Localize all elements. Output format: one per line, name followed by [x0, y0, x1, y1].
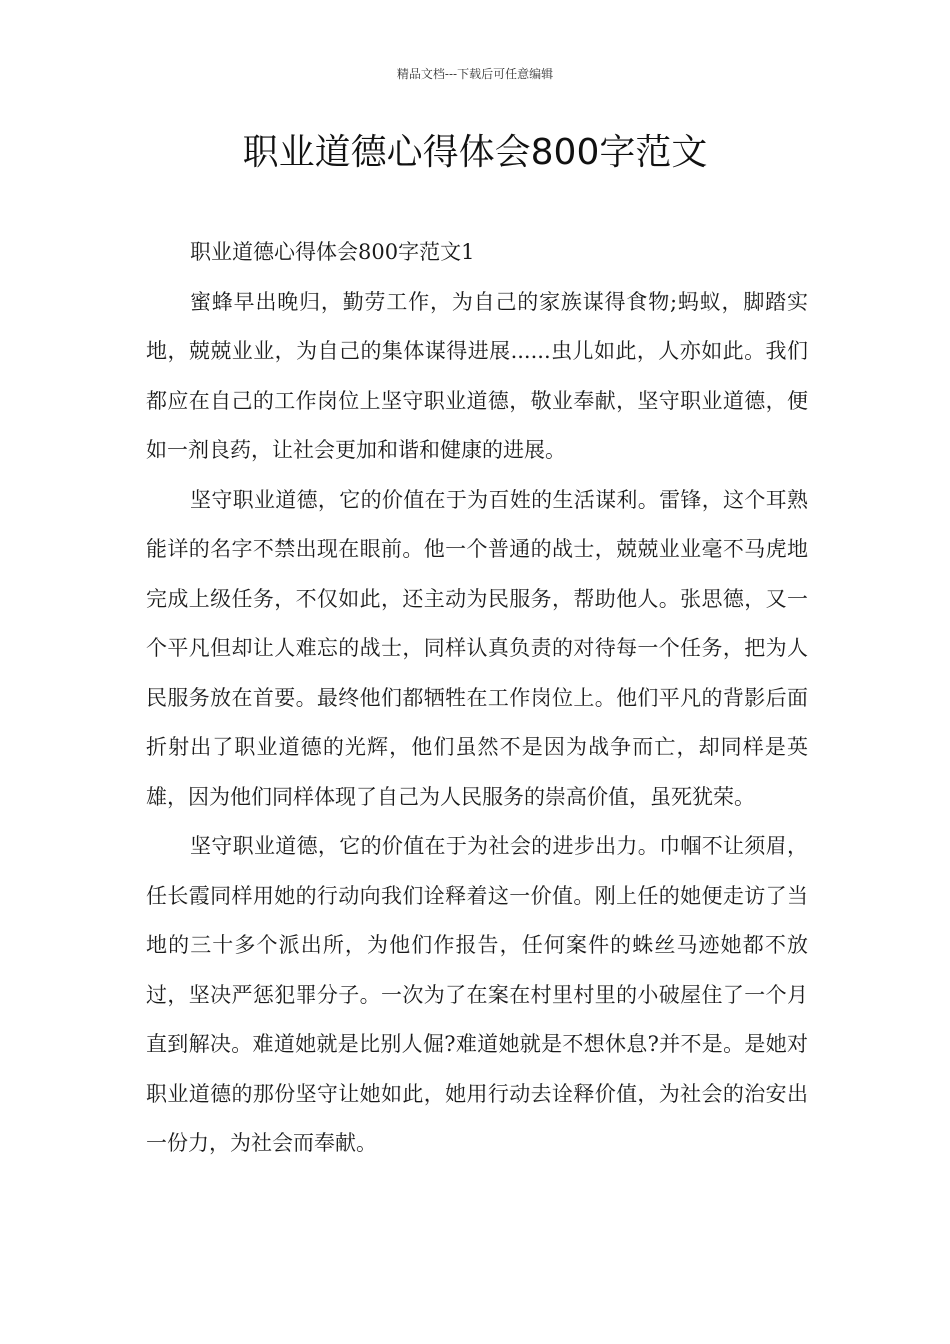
document-body [146, 228, 808, 1169]
paragraph-1: 蜜蜂早出晚归，勤劳工作，为自己的家族谋得食物;蚂蚁，脚踏实地，兢兢业业，为自己的集体谋得进展......虫儿如此，人亦如此。我们都应在自己的工作岗位上坚守职业道德，敬业奉献，坚守职业道德，便如一剂良药，让社会更加和谐和健康的进展。 [146, 289, 808, 462]
section-heading: 职业道德心得体会800字范文1 [190, 240, 475, 264]
paragraph-2: 坚守职业道德，它的价值在于为百姓的生活谋利。雷锋，这个耳熟能详的名字不禁出现在眼前。他一个普通的战士，兢兢业业毫不马虎地完成上级任务，不仅如此，还主动为民服务，帮助他人。张思德，又一个平凡但却让人难忘的战士，同样认真负责的对待每一个任务，把为人民服务放在首要。最终他们都牺牲在工作岗位上。他们平凡的背影后面折射出了职业道德的光辉，他们虽然不是因为战争而亡，却同样是英雄，因为他们同样体现了自己为人民服务的崇高价值，虽死犹荣。 [146, 487, 808, 809]
header-note: 精品文档---下载后可任意编辑 [396, 67, 554, 81]
paragraph-3: 坚守职业道德，它的价值在于为社会的进步出力。巾帼不让须眉，任长霞同样用她的行动向我们诠释着这一价值。刚上任的她便走访了当地的三十多个派出所，为他们作报告，任何案件的蛛丝马迹她都不放过，坚决严惩犯罪分子。一次为了在案在村里村里的小破屋住了一个月直到解决。难道她就是比别人倔?难道她就是不想休息?并不是。是她对职业道德的那份坚守让她如此，她用行动去诠释价值，为社会的治安出一份力，为社会而奉献。 [146, 834, 808, 1155]
document-title: 职业道德心得体会800字范文 [242, 132, 708, 173]
